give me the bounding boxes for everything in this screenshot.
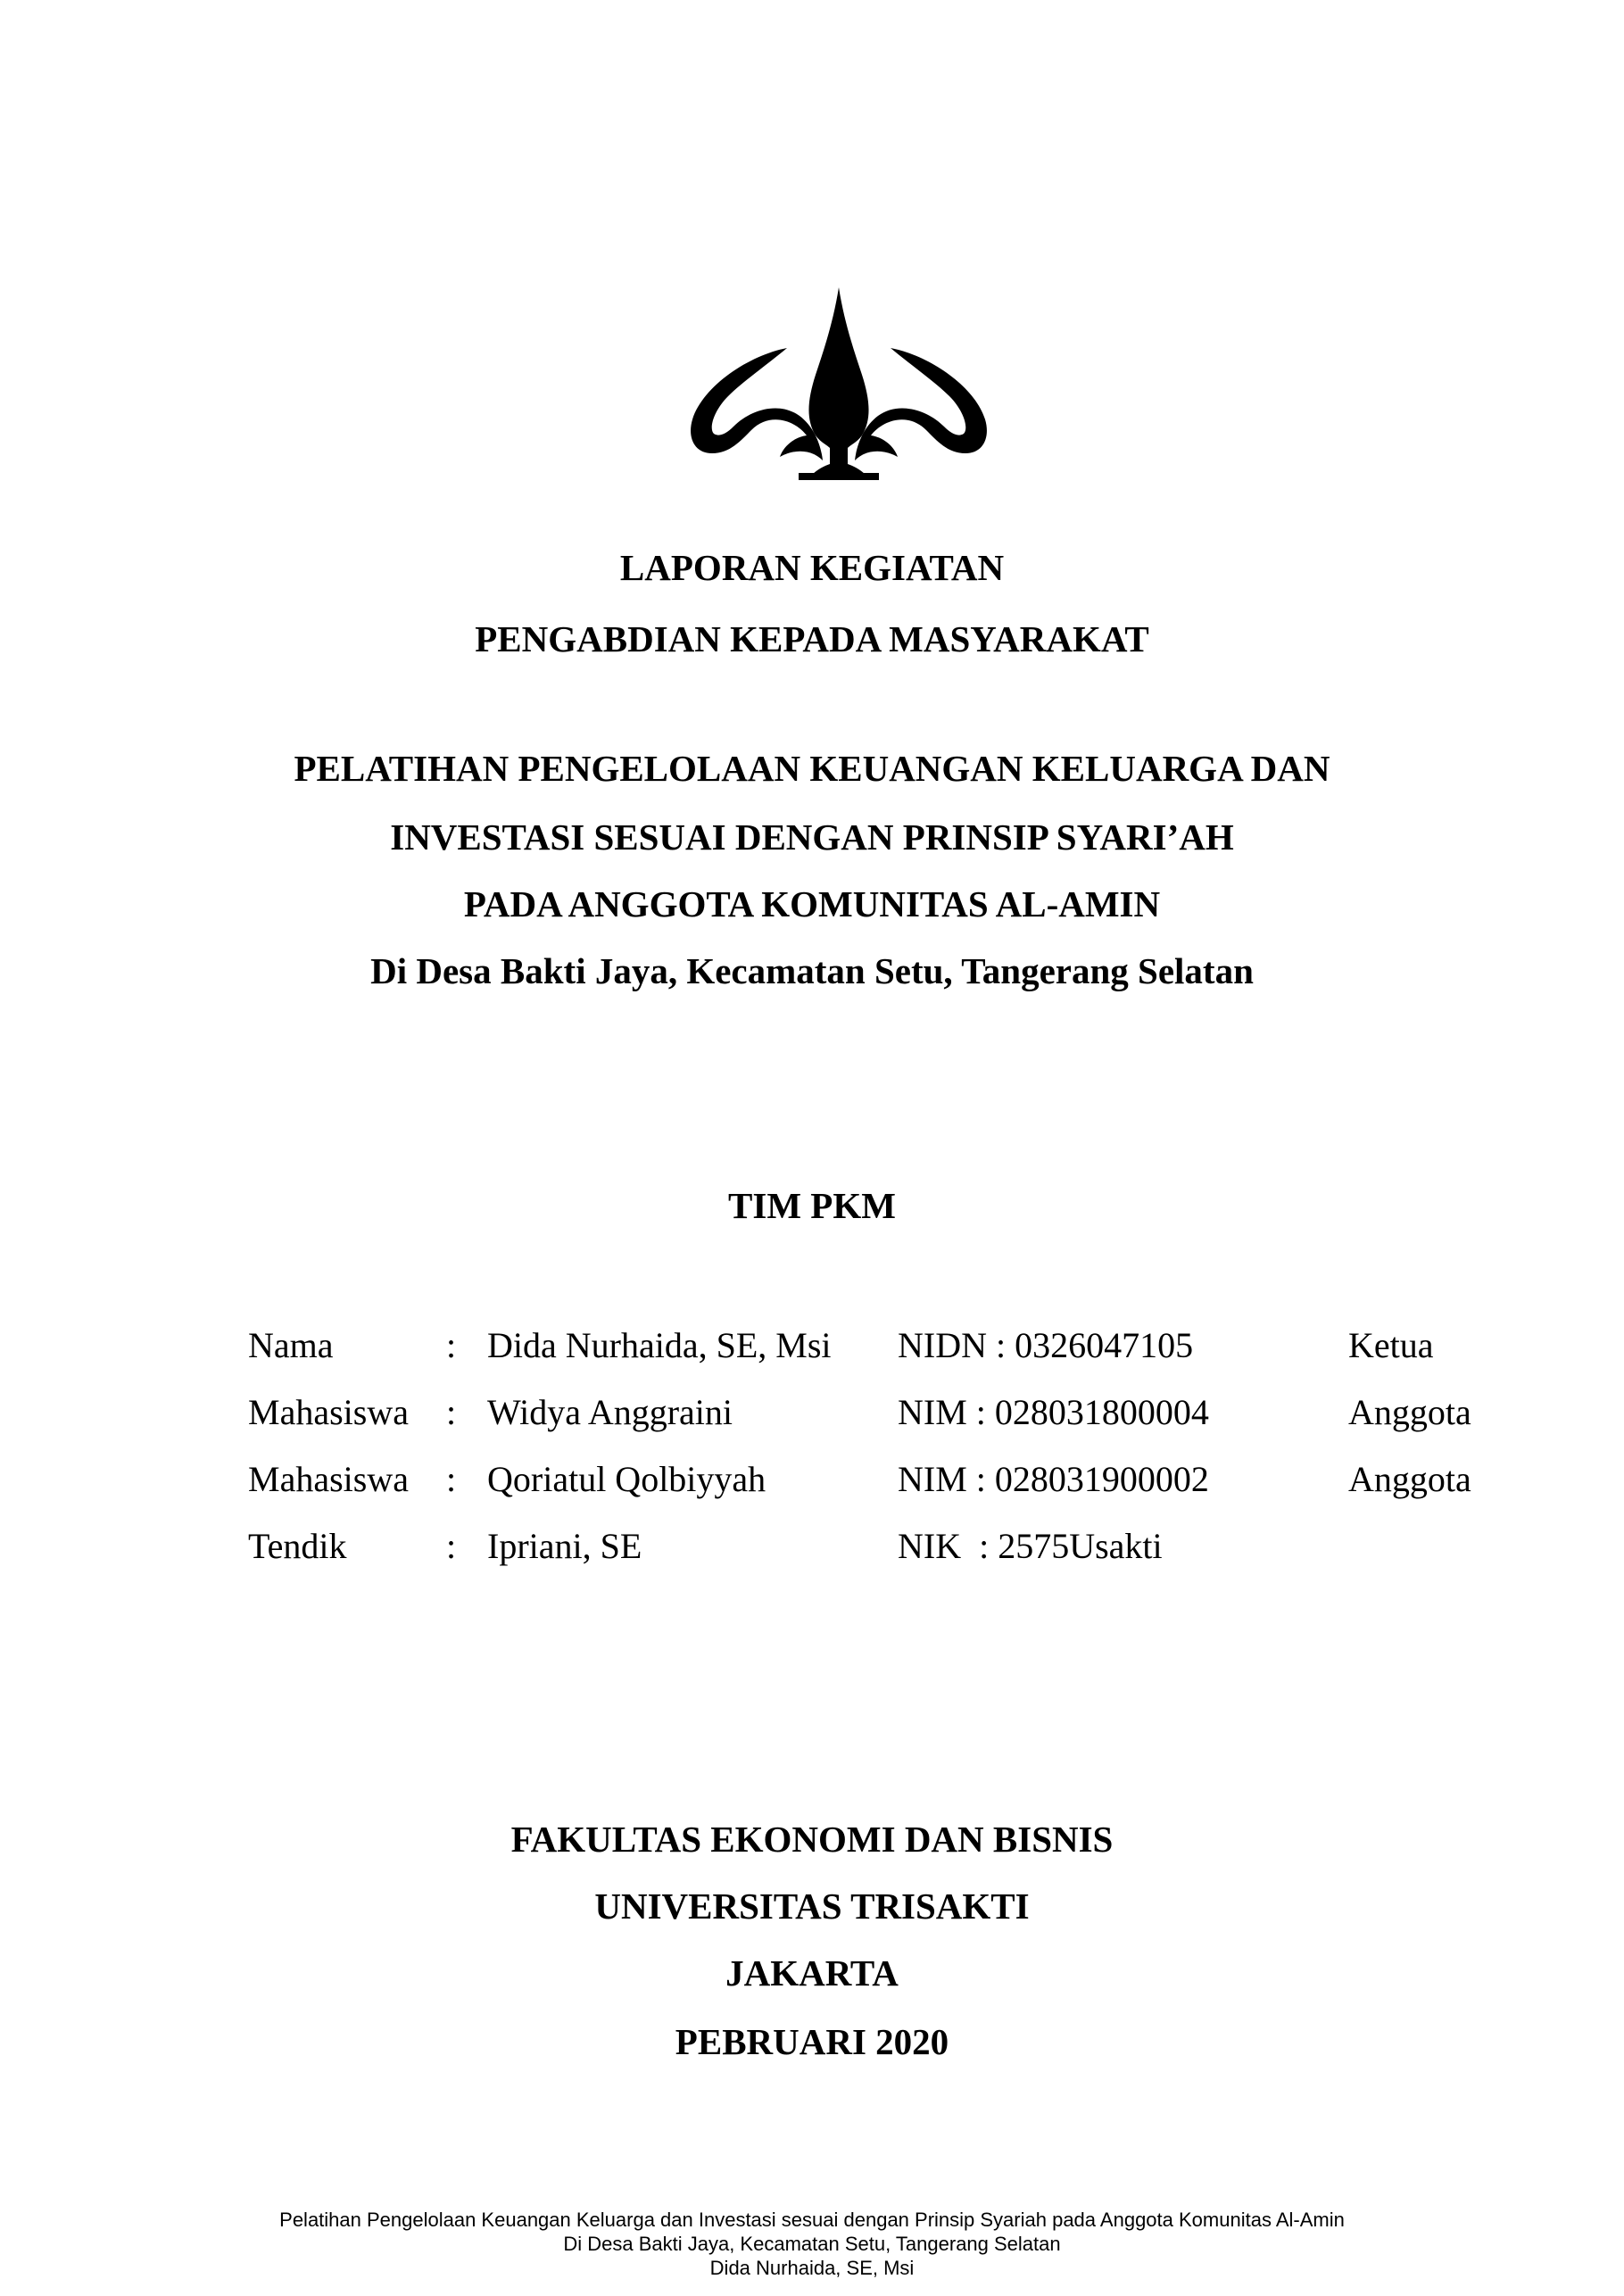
table-row xyxy=(248,1513,1491,1579)
report-heading-line2: PENGABDIAN KEPADA MASYARAKAT xyxy=(475,618,1149,659)
member-id: NIDN : 0326047105 xyxy=(898,1325,1194,1365)
member-separator: : xyxy=(446,1325,457,1365)
member-separator: : xyxy=(446,1526,457,1566)
table-row xyxy=(248,1446,1491,1513)
report-title-line3: PADA ANGGOTA KOMUNITAS AL-AMIN xyxy=(463,883,1161,924)
member-name: Ipriani, SE xyxy=(487,1526,642,1566)
member-id: NIM : 028031800004 xyxy=(898,1392,1209,1432)
member-label: Mahasiswa xyxy=(248,1459,409,1499)
member-name: Widya Anggraini xyxy=(487,1392,733,1432)
member-label: Mahasiswa xyxy=(248,1392,409,1432)
member-label: Nama xyxy=(248,1325,334,1365)
member-role: Anggota xyxy=(1348,1392,1471,1432)
member-role xyxy=(1348,1513,1491,1579)
report-location: Di Desa Bakti Jaya, Kecamatan Setu, Tangerang Selatan xyxy=(370,950,1254,991)
faculty-name: FAKULTAS EKONOMI DAN BISNIS xyxy=(510,1819,1114,1860)
university-name: UNIVERSITAS TRISAKTI xyxy=(594,1886,1030,1927)
table-row xyxy=(248,1379,1491,1446)
report-heading-line1: LAPORAN KEGIATAN xyxy=(619,547,1005,588)
footer-author: Dida Nurhaida, SE, Msi xyxy=(709,2257,915,2279)
footer-location: Di Desa Bakti Jaya, Kecamatan Setu, Tangerang Selatan xyxy=(563,2233,1061,2255)
report-title-line2: INVESTASI SESUAI DENGAN PRINSIP SYARI’AH xyxy=(390,816,1234,858)
member-name: Dida Nurhaida, SE, Msi xyxy=(487,1325,832,1365)
report-date: PEBRUARI 2020 xyxy=(675,2021,949,2062)
member-separator: : xyxy=(446,1392,457,1432)
report-title-line1: PELATIHAN PENGELOLAAN KEUANGAN KELUARGA DAN xyxy=(294,748,1330,789)
member-name: Qoriatul Qolbiyyah xyxy=(487,1459,766,1499)
team-heading: TIM PKM xyxy=(728,1185,896,1226)
member-id: NIK : 2575Usakti xyxy=(898,1526,1163,1566)
member-id: NIM : 028031900002 xyxy=(898,1459,1209,1499)
member-label: Tendik xyxy=(248,1526,347,1566)
member-role: Anggota xyxy=(1348,1459,1471,1499)
trisakti-logo-icon xyxy=(687,286,990,486)
table-row xyxy=(248,1312,1491,1379)
member-separator: : xyxy=(446,1459,457,1499)
member-role: Ketua xyxy=(1348,1325,1434,1365)
team-table xyxy=(248,1312,1491,1579)
city-name: JAKARTA xyxy=(725,1952,899,1993)
footer-title: Pelatihan Pengelolaan Keuangan Keluarga dan Investasi sesuai dengan Prinsip Syariah pada Anggota Komunitas Al-Amin xyxy=(279,2209,1345,2231)
